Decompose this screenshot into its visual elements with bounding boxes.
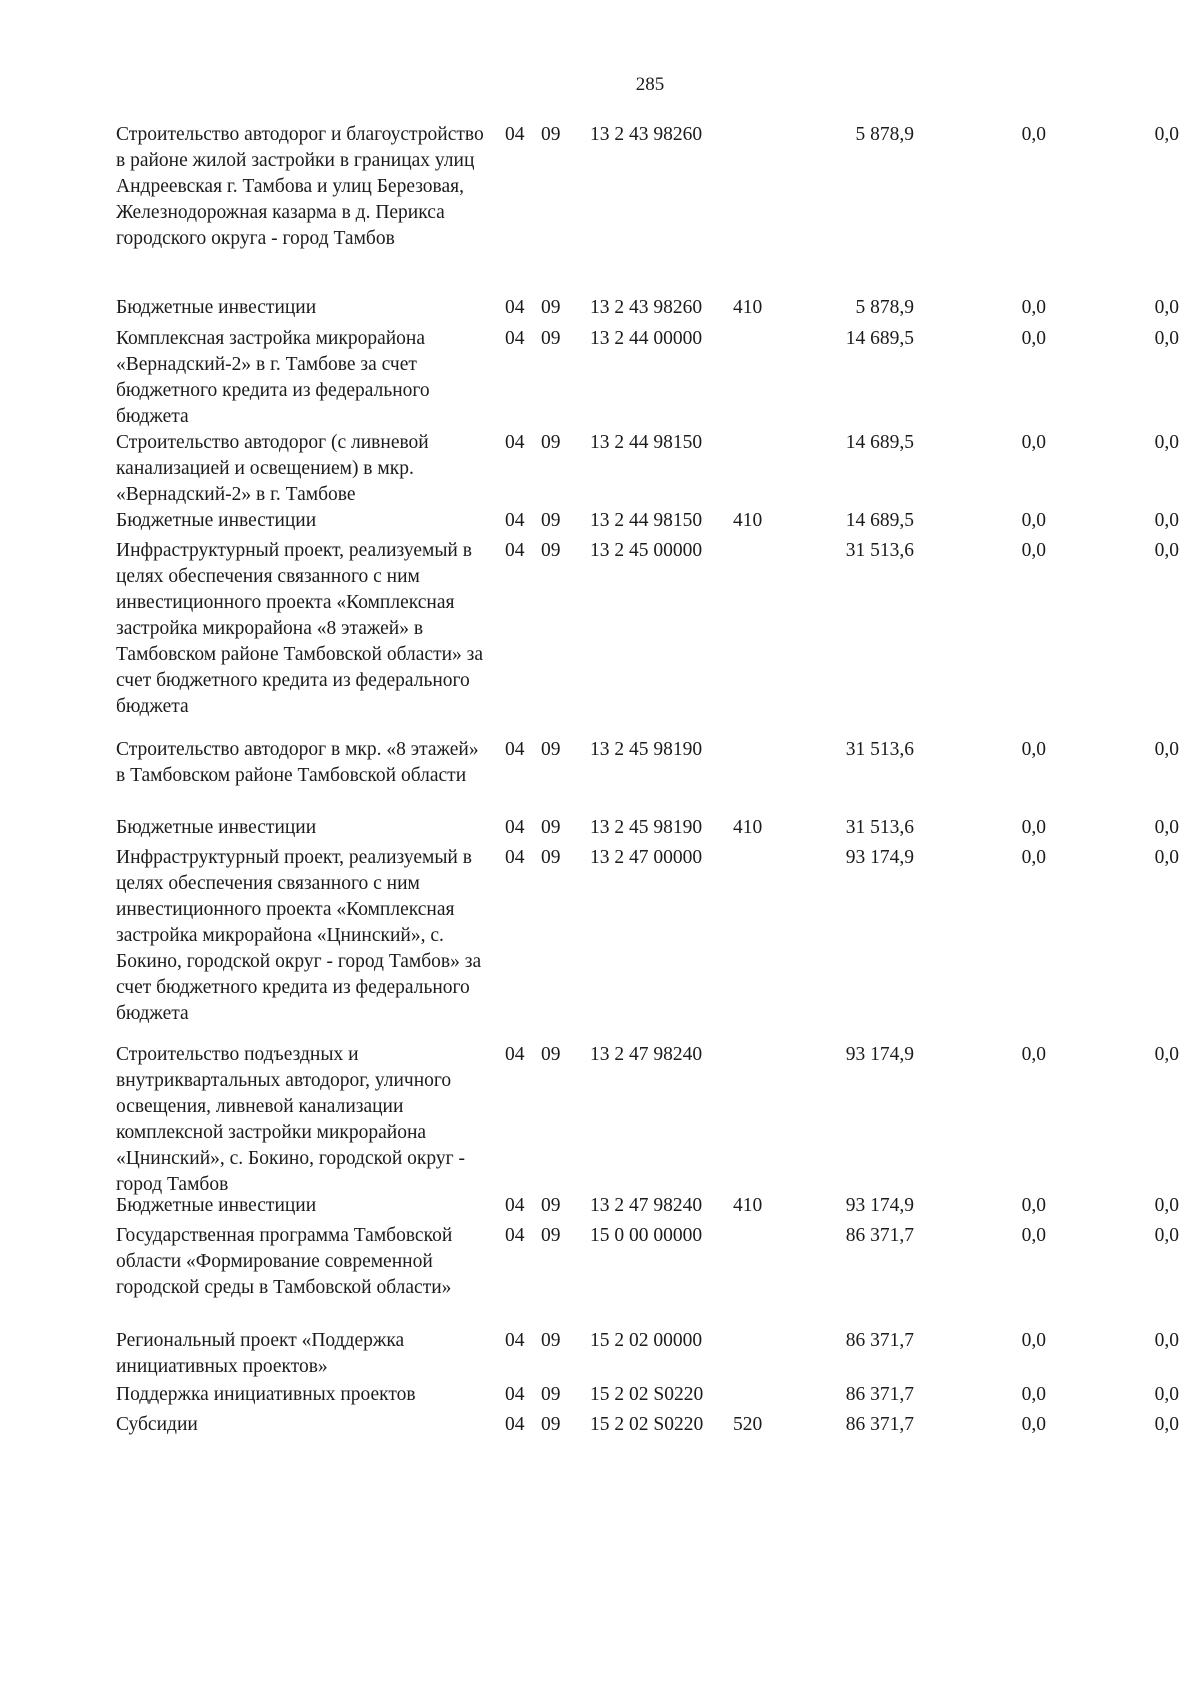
expense-type-code: 410 — [733, 297, 763, 318]
target-article-code: 15 2 02 S0220 — [590, 1384, 704, 1405]
subsection-code: 09 — [541, 540, 561, 561]
target-article-code: 13 2 45 98190 — [590, 739, 703, 760]
target-article-code: 13 2 43 98260 — [590, 124, 703, 145]
section-code: 04 — [505, 432, 525, 453]
section-code: 04 — [505, 328, 525, 349]
amount-2: 0,0 — [1021, 328, 1046, 349]
subsection-code: 09 — [541, 1225, 561, 1246]
section-code: 04 — [505, 297, 525, 318]
amount-3: 0,0 — [1154, 817, 1179, 838]
amount: 93 174,9 — [845, 1195, 914, 1216]
target-article-code: 13 2 45 98190 — [590, 817, 703, 838]
expense-type-code: 520 — [733, 1414, 763, 1435]
target-article-code: 15 2 02 00000 — [590, 1330, 703, 1351]
row-name: Строительство автодорог в мкр. «8 этажей» в Тамбовском районе Тамбовской области — [116, 739, 479, 786]
row-name: Бюджетные инвестиции — [116, 297, 317, 318]
amount-3: 0,0 — [1154, 739, 1179, 760]
row-name: Инфраструктурный проект, реализуемый в целях обеспечения связанного с ним инвестиционного проекта «Комплексная застройка микрорайона «Цнинский», с. Бокино, городской округ - город Тамбов» за счет бюджетного кредита из федерального бюджета — [116, 847, 482, 1024]
subsection-code: 09 — [541, 124, 561, 145]
amount: 86 371,7 — [845, 1330, 914, 1351]
row-name: Строительство подъездных и внутриквартальных автодорог, уличного освещения, ливневой канализации комплексной застройки микрорайона «Цнинский», с. Бокино, городской округ - город Тамбов — [116, 1044, 465, 1195]
subsection-code: 09 — [541, 1384, 561, 1405]
subsection-code: 09 — [541, 1414, 561, 1435]
amount-2: 0,0 — [1021, 1384, 1046, 1405]
amount-3: 0,0 — [1154, 432, 1179, 453]
subsection-code: 09 — [541, 847, 561, 868]
subsection-code: 09 — [541, 817, 561, 838]
section-code: 04 — [505, 1195, 525, 1216]
amount: 93 174,9 — [845, 1044, 914, 1065]
amount: 5 878,9 — [855, 297, 914, 318]
amount-2: 0,0 — [1021, 540, 1046, 561]
row-name: Строительство автодорог (с ливневой канализацией и освещением) в мкр. «Вернадский-2» в г. Тамбове — [116, 432, 429, 505]
subsection-code: 09 — [541, 1044, 561, 1065]
amount-2: 0,0 — [1021, 510, 1046, 531]
amount-2: 0,0 — [1021, 1044, 1046, 1065]
row-name: Государственная программа Тамбовской области «Формирование современной городской среды в Тамбовской области» — [116, 1225, 453, 1298]
amount: 93 174,9 — [845, 847, 914, 868]
target-article-code: 13 2 45 00000 — [590, 540, 703, 561]
subsection-code: 09 — [541, 1330, 561, 1351]
target-article-code: 15 2 02 S0220 — [590, 1414, 704, 1435]
subsection-code: 09 — [541, 328, 561, 349]
target-article-code: 13 2 44 00000 — [590, 328, 703, 349]
section-code: 04 — [505, 540, 525, 561]
amount-2: 0,0 — [1021, 297, 1046, 318]
target-article-code: 13 2 44 98150 — [590, 510, 703, 531]
amount: 31 513,6 — [845, 739, 914, 760]
target-article-code: 13 2 44 98150 — [590, 432, 703, 453]
target-article-code: 13 2 43 98260 — [590, 297, 703, 318]
amount-2: 0,0 — [1021, 817, 1046, 838]
row-name: Поддержка инициативных проектов — [116, 1384, 416, 1405]
amount-3: 0,0 — [1154, 328, 1179, 349]
amount-3: 0,0 — [1154, 1330, 1179, 1351]
amount: 14 689,5 — [845, 510, 914, 531]
amount-3: 0,0 — [1154, 540, 1179, 561]
target-article-code: 13 2 47 98240 — [590, 1044, 703, 1065]
target-article-code: 13 2 47 98240 — [590, 1195, 703, 1216]
section-code: 04 — [505, 1414, 525, 1435]
expense-type-code: 410 — [733, 1195, 763, 1216]
subsection-code: 09 — [541, 297, 561, 318]
section-code: 04 — [505, 1330, 525, 1351]
amount: 31 513,6 — [845, 540, 914, 561]
amount-3: 0,0 — [1154, 1225, 1179, 1246]
amount-2: 0,0 — [1021, 1225, 1046, 1246]
row-name: Комплексная застройка микрорайона «Вернадский-2» в г. Тамбове за счет бюджетного кредита из федерального бюджета — [116, 328, 430, 427]
amount-2: 0,0 — [1021, 124, 1046, 145]
amount: 31 513,6 — [845, 817, 914, 838]
amount-2: 0,0 — [1021, 847, 1046, 868]
row-name: Субсидии — [116, 1414, 198, 1435]
amount: 14 689,5 — [845, 432, 914, 453]
amount-2: 0,0 — [1021, 1414, 1046, 1435]
amount-3: 0,0 — [1154, 1384, 1179, 1405]
amount-3: 0,0 — [1154, 510, 1179, 531]
amount: 86 371,7 — [845, 1225, 914, 1246]
section-code: 04 — [505, 1044, 525, 1065]
amount-3: 0,0 — [1154, 124, 1179, 145]
amount-3: 0,0 — [1154, 1414, 1179, 1435]
subsection-code: 09 — [541, 432, 561, 453]
amount-3: 0,0 — [1154, 847, 1179, 868]
target-article-code: 13 2 47 00000 — [590, 847, 703, 868]
expense-type-code: 410 — [733, 510, 763, 531]
amount: 86 371,7 — [845, 1414, 914, 1435]
amount-2: 0,0 — [1021, 432, 1046, 453]
subsection-code: 09 — [541, 1195, 561, 1216]
section-code: 04 — [505, 847, 525, 868]
section-code: 04 — [505, 124, 525, 145]
subsection-code: 09 — [541, 739, 561, 760]
row-name: Бюджетные инвестиции — [116, 1195, 317, 1216]
page-number: 285 — [635, 74, 665, 95]
amount-3: 0,0 — [1154, 1195, 1179, 1216]
target-article-code: 15 0 00 00000 — [590, 1225, 703, 1246]
row-name: Бюджетные инвестиции — [116, 510, 317, 531]
section-code: 04 — [505, 739, 525, 760]
amount: 14 689,5 — [845, 328, 914, 349]
row-name: Региональный проект «Поддержка инициативных проектов» — [116, 1330, 405, 1377]
amount-3: 0,0 — [1154, 297, 1179, 318]
amount-2: 0,0 — [1021, 739, 1046, 760]
section-code: 04 — [505, 1384, 525, 1405]
section-code: 04 — [505, 817, 525, 838]
row-name: Бюджетные инвестиции — [116, 817, 317, 838]
row-name: Строительство автодорог и благоустройство в районе жилой застройки в границах улиц Андреевская г. Тамбова и улиц Березовая, Железнодорожная казарма в д. Перикса городского округа - город Тамбов — [116, 124, 484, 249]
expense-type-code: 410 — [733, 817, 763, 838]
amount: 86 371,7 — [845, 1384, 914, 1405]
amount-2: 0,0 — [1021, 1330, 1046, 1351]
section-code: 04 — [505, 1225, 525, 1246]
row-name: Инфраструктурный проект, реализуемый в целях обеспечения связанного с ним инвестиционного проекта «Комплексная застройка микрорайона «8 этажей» в Тамбовском районе Тамбовской области» за счет бюджетного кредита из федерального бюджета — [116, 540, 484, 717]
amount-2: 0,0 — [1021, 1195, 1046, 1216]
section-code: 04 — [505, 510, 525, 531]
amount-3: 0,0 — [1154, 1044, 1179, 1065]
amount: 5 878,9 — [855, 124, 914, 145]
subsection-code: 09 — [541, 510, 561, 531]
